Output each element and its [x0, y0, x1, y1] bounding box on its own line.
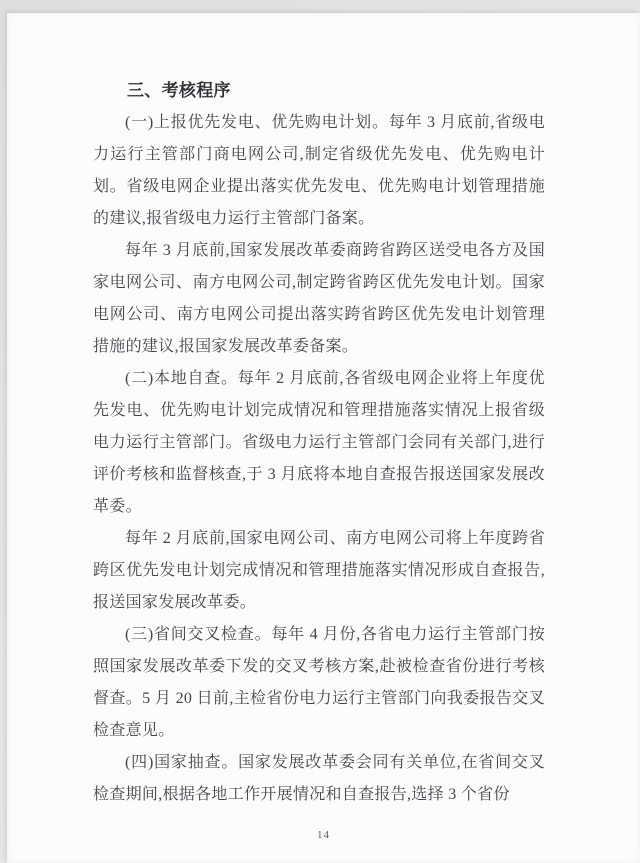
paragraph-cross-province-plans: 每年 3 月底前,国家发展改革委商跨省跨区送受电各方及国家电网公司、南方电网公司,制定跨省跨区优先发电计划。国家电网公司、南方电网公司提出落实跨省跨区优先发电计划管理措施的建议,报国家发展改革委备案。	[93, 242, 545, 355]
paragraph-national-spot-check: (四)国家抽查。国家发展改革委会同有关单位,在省间交叉检查期间,根据各地工作开展情况和自查报告,选择 3 个省份	[93, 754, 545, 803]
paragraph-local-self-inspection: (二)本地自查。每年 2 月底前,各省级电网企业将上年度优先发电、优先购电计划完成情况和管理措施落实情况上报省级电力运行主管部门。省级电力运行主管部门会同有关部门,进行评价考核和监督核查,于 3 月底将本地自查报告报送国家发展改革委。	[93, 370, 545, 515]
paragraph-inter-province-cross-check: (三)省间交叉检查。每年 4 月份,各省电力运行主管部门按照国家发展改革委下发的交叉考核方案,赴被检查省份进行考核督查。5 月 20 日前,主检省份电力运行主管部门向我委报告交叉检查意见。	[93, 626, 545, 739]
paragraph-report-priority-plans: (一)上报优先发电、优先购电计划。每年 3 月底前,省级电力运行主管部门商电网公司,制定省级优先发电、优先购电计划。省级电网企业提出落实优先发电、优先购电计划管理措施的建议,报省级电力运行主管部门备案。	[93, 114, 545, 227]
document-body	[93, 75, 545, 811]
paragraph-grid-company-self-report: 每年 2 月底前,国家电网公司、南方电网公司将上年度跨省跨区优先发电计划完成情况和管理措施落实情况形成自查报告,报送国家发展改革委。	[93, 530, 545, 611]
section-heading: 三、考核程序	[127, 81, 231, 100]
document-page	[7, 13, 640, 863]
page-number: 14	[317, 829, 330, 841]
